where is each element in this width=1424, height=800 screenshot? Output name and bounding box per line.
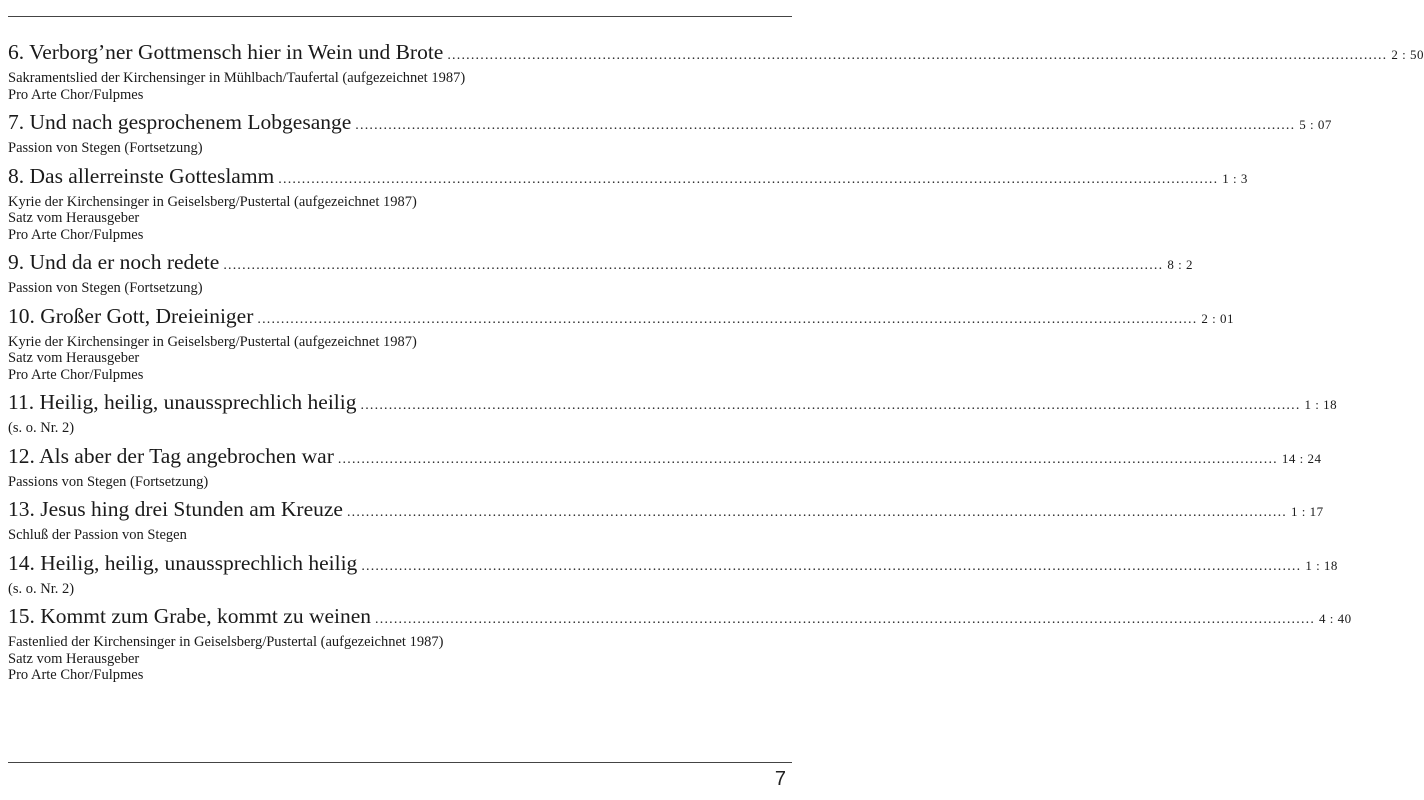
dot-leader: ........................................................................................................................................................................................................	[346, 505, 1287, 520]
bottom-rule	[8, 762, 792, 763]
track-duration: 5 : 07	[1299, 117, 1332, 132]
track-description-line: Pro Arte Chor/Fulpmes	[8, 667, 144, 683]
track-title: 14. Heilig, heilig, unaussprechlich heilig	[8, 550, 358, 575]
track-duration: 2 : 01	[1201, 310, 1235, 326]
track-title-line	[8, 602, 1352, 634]
track-title: 9. Und da er noch redete	[8, 250, 220, 274]
dot-leader: ........................................................................................................................................................................................................	[223, 258, 1164, 273]
track-description-line: Passion von Stegen (Fortsetzung)	[8, 140, 203, 156]
track-description-line: Kyrie der Kirchensinger in Geiselsberg/Pustertal (aufgezeichnet 1987)	[8, 193, 417, 210]
track-entry	[8, 549, 1338, 598]
track-duration: 1 : 17	[1290, 504, 1324, 519]
track-duration: 8 : 2	[1167, 257, 1193, 272]
track-description-line: (s. o. Nr. 2)	[8, 580, 75, 597]
dot-leader: ........................................................................................................................................................................................................	[375, 612, 1316, 627]
track-title: 7. Und nach gesprochenem Lobgesange	[8, 110, 352, 134]
track-description-line: Pro Arte Chor/Fulpmes	[8, 86, 144, 103]
track-entry	[8, 442, 1322, 491]
track-title: 15. Kommt zum Grabe, kommt zu weinen	[8, 604, 372, 628]
dot-leader: ........................................................................................................................................................................................................	[278, 171, 1219, 187]
track-duration: 4 : 40	[1319, 611, 1352, 626]
track-description-line: Schluß der Passion von Stegen	[8, 527, 187, 543]
track-duration: 14 : 24	[1281, 450, 1322, 466]
dot-leader: ........................................................................................................................................................................................................	[360, 398, 1301, 413]
track-title: 8. Das allerreinste Gotteslamm	[8, 163, 275, 188]
track-duration: 1 : 18	[1304, 397, 1338, 412]
track-title-line	[8, 108, 1332, 140]
dot-leader: ........................................................................................................................................................................................................	[257, 311, 1198, 327]
track-title: 13. Jesus hing drei Stunden am Kreuze	[8, 497, 343, 521]
track-title: 10. Großer Gott, Dreieiniger	[8, 303, 254, 328]
dot-leader: ........................................................................................................................................................................................................	[337, 451, 1278, 467]
track-duration: 1 : 18	[1305, 557, 1338, 573]
track-entry	[8, 108, 1332, 157]
track-entry	[8, 248, 1193, 297]
track-duration: 1 : 3	[1222, 170, 1248, 186]
track-description-line: (s. o. Nr. 2)	[8, 420, 75, 436]
track-description-line: Passions von Stegen (Fortsetzung)	[8, 473, 209, 490]
track-entry	[8, 495, 1324, 544]
track-title-line	[8, 442, 1322, 474]
dot-leader: ........................................................................................................................................................................................................	[447, 48, 1388, 63]
dot-leader: ........................................................................................................................................................................................................	[361, 558, 1302, 574]
track-entry	[8, 388, 1338, 437]
track-description-line: Satz vom Herausgeber	[8, 650, 140, 667]
track-title: 12. Als aber der Tag angebrochen war	[8, 443, 334, 468]
track-title-line	[8, 248, 1193, 280]
track-description-line: Pro Arte Chor/Fulpmes	[8, 366, 144, 383]
track-description-line: Satz vom Herausgeber	[8, 350, 140, 366]
page-number: 7	[774, 768, 786, 790]
track-title: 6. Verborg’ner Gottmensch hier in Wein und Brote	[8, 40, 444, 64]
track-entry	[8, 162, 1248, 244]
track-entry	[8, 38, 1424, 103]
top-rule	[8, 16, 792, 17]
track-description-line: Pro Arte Chor/Fulpmes	[8, 226, 144, 243]
track-title-line	[8, 38, 1424, 70]
track-title-line	[8, 302, 1235, 334]
track-description-line: Kyrie der Kirchensinger in Geiselsberg/Pustertal (aufgezeichnet 1987)	[8, 333, 417, 350]
track-description-line: Fastenlied der Kirchensinger in Geiselsberg/Pustertal (aufgezeichnet 1987)	[8, 634, 444, 650]
track-title-line	[8, 549, 1338, 581]
track-duration: 2 : 50	[1391, 47, 1424, 62]
track-description-line: Passion von Stegen (Fortsetzung)	[8, 280, 203, 296]
track-title-line	[8, 388, 1338, 420]
track-title-line	[8, 162, 1248, 194]
track-entry	[8, 602, 1352, 684]
track-entry	[8, 302, 1235, 384]
track-title-line	[8, 495, 1324, 527]
track-description-line: Satz vom Herausgeber	[8, 210, 140, 226]
track-list	[8, 38, 1424, 689]
track-title: 11. Heilig, heilig, unaussprechlich heilig	[8, 390, 357, 414]
dot-leader: ........................................................................................................................................................................................................	[355, 118, 1296, 133]
track-description-line: Sakramentslied der Kirchensinger in Mühlbach/Taufertal (aufgezeichnet 1987)	[8, 70, 466, 86]
